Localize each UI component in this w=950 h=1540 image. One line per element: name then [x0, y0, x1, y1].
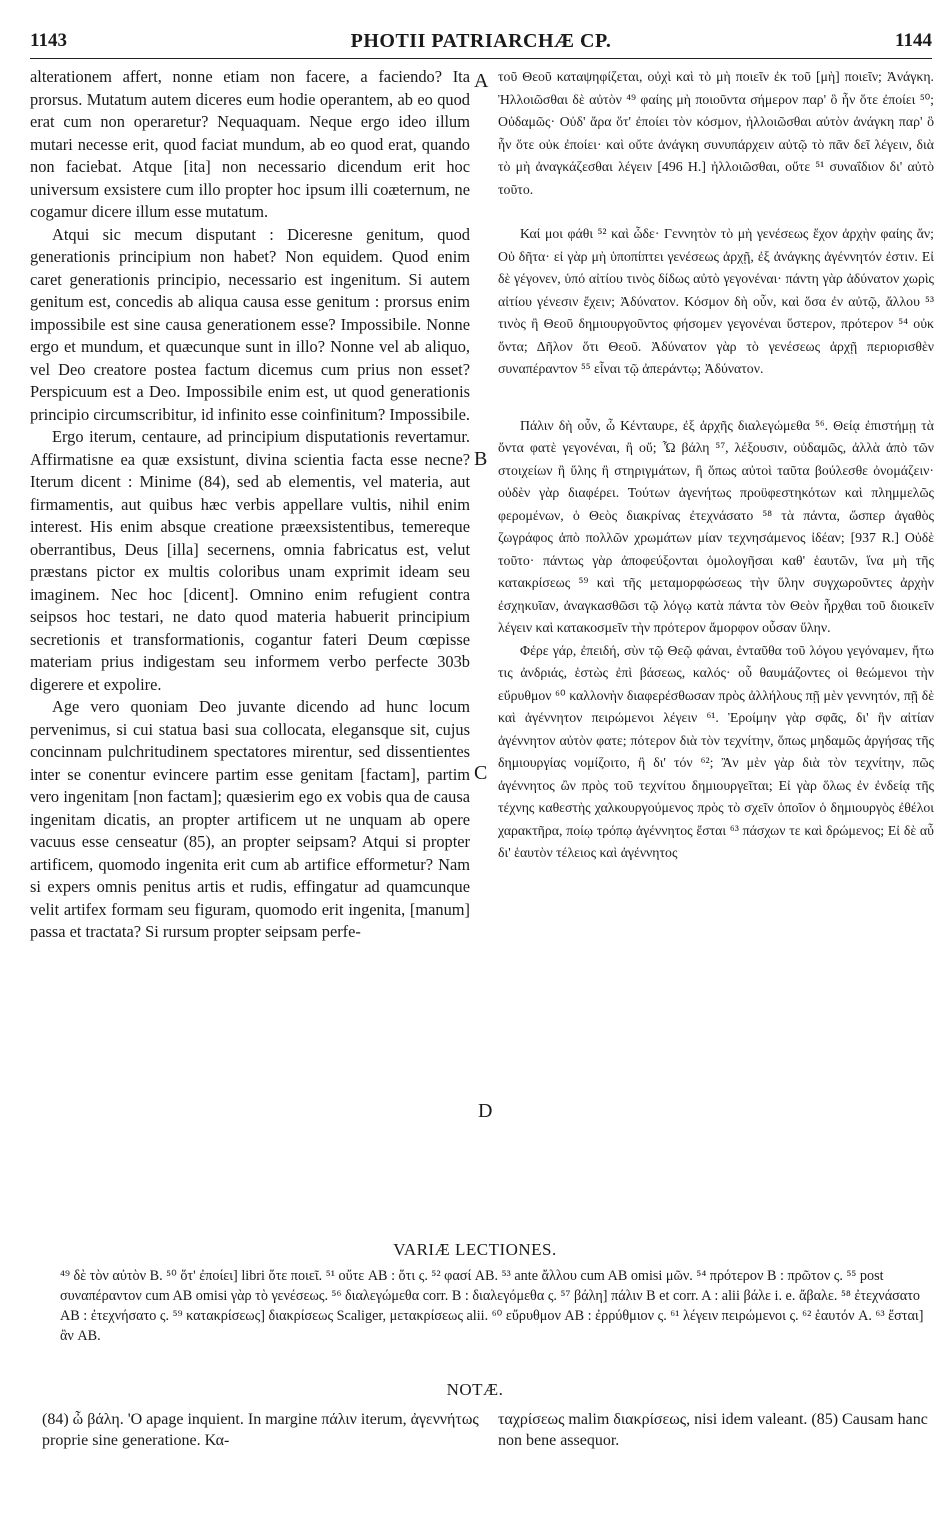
section-marker-c: C — [474, 762, 488, 784]
note-right: ταχρίσεως malim διακρίσεως, nisi idem valeant. (85) Causam hanc non bene assequor. — [498, 1411, 928, 1449]
page-number-left: 1143 — [30, 30, 67, 51]
greek-paragraph-3: Πάλιν δὴ οὖν, ὦ Κένταυρε, ἐξ ἀρχῆς διαλεγώμεθα ⁵⁶. Θείᾳ ἐπιστήμῃ τὰ ὄντα φατὲ γεγονέναι, ἢ οὔ; Ὦ βάλη ⁵⁷, λέξουσιν, οὐδαμῶς, ἀλλὰ ἀπὸ τῶν στοιχείων ἢ ὕλης ἢ στηριγμάτων, ἢ ὅπως αὐτοὶ ταῦτα βούλεσθε ὀνομάζειν· οὐδὲν γὰρ διαφέρει. Τούτων ἀγενήτως προϋφεστηκότων καὶ πλημμελῶς φερομένων, ὁ Θεὸς διακρίνας ἐτεχνάσατο ⁵⁸ τὰ πάντα, ὥσπερ ἀγαθὸς ζωγράφος ἀπὸ πολλῶν χρωμάτων μίαν τεχνησάμενος ἰδέαν; [937 R.] Οὐδὲ τοῦτο· πάντως γὰρ ἀποφεύξονται ὁμολογῆσαι καθ' ἑαυτῶν, ἵνα μὴ τῆς κατακρίσεως ⁵⁹ καὶ τῆς μεταμορφώσεως τὴν ὕλην συγχωροῦντες ἀρχὴν ἐσχηκυῖαν, ἀναγκασθῶσι τῷ λόγῳ κατὰ πάντα τὸν Θεὸν ἦρχθαι τοῦ διοικεῖν λέγειν καὶ κατακοσμεῖν τὴν πρότερον ἄμορφον οὖσαν ὕλην. — [498, 417, 934, 635]
greek-paragraph-4: Φέρε γάρ, ἐπειδή, σὺν τῷ Θεῷ φάναι, ἐνταῦθα τοῦ λόγου γεγόναμεν, ἤτω τις ἀνδριάς, ἑστὼς ἐπὶ βάσεως, καλός· οὗ θαυμάζοντες οἱ θεώμενοι τὴν εὔρυθμον ⁶⁰ καλλονὴν διαφερέσθωσαν πρὸς ἀλλήλους πῇ μὲν γεννητόν, πῇ δὲ καὶ ἀγέννητον πειρώμενοι λέγειν ⁶¹. Ἐροίμην γὰρ σφᾶς, δι' ἣν αἰτίαν ἀγέννητον αὐτὸν φατε; πότερον διὰ τὸν τεχνίτην, ὅπως μηδαμῶς ἀργήσας τῆς δημιουργίας νομίζοιτο, ἢ δι' τόν ⁶²; Ἂν μὲν γὰρ διὰ τὸν τεχνίτην, πῶς ἀγέννητος ὢν πρὸς τοῦ τεχνίτου δημιουργεῖται; Εἰ γὰρ ὅλως ἐν ἐνδείᾳ τῆς τέχνης καθεστὴς χαλκουργούμενος πρὸς τὸ σχεῖν ὁποῖον ὁ δημιουργὸς ἐθέλοι χαρακτῆρα, ποίῳ τρόπῳ ἀγέννητος ἔσται ⁶³ πάσχων τε καὶ δρώμενος; Εἰ δὲ αὖ δι' ἑαυτὸν τέλειος καὶ ἀγέννητος — [498, 642, 934, 860]
page-title: PHOTII PATRIARCHÆ CP. — [350, 30, 612, 52]
page-number-right: 1144 — [895, 30, 932, 51]
running-header — [30, 30, 932, 56]
latin-paragraph-3: Ergo iterum, centaure, ad principium disputationis revertamur. Affirmatisne ea quæ exsistunt, divina scientia facta esse necne? Iterum dicent : Minime (84), sed ab elementis, vel materia, aut firmamentis, aut quibus hæc verbis appellare vultis, nihil enim interest. His enim absque creatione præexsistentibus, temereque oberrantibus, Deus [illa] secernens, omnia fabricatus est, velut præstans pictor ex multis coloribus unam exprimit ideam seu imaginem. Nec hoc [dicent]. Omnino enim refugient contra seipsos hoc testari, ne dato quod materia habuerit principium secretionis et transformationis, cogantur fateri Deum cœpisse materiam prius indigestam seu informem verbo perfecte 303b digerere et expolire. — [30, 427, 470, 694]
section-marker-a: A — [474, 70, 489, 92]
header-rule — [30, 58, 932, 59]
latin-paragraph-4: Age vero quoniam Deo juvante dicendo ad hunc locum pervenimus, si cui statua basi sua collocata, elegansque sit, cujus concinnam pulchritudinem spectatores mirentur, sed dissentientes inter se conentur evincere partim esse genitam [factam], partim vero ingenitam [non factam]; quæsierim ego ex vobis qua de causa ingenitam dicatis, an propter artificem ut ne unquam ab opere vacuus esse censeatur (85), an propter seipsam? Atqui si propter artificem, quomodo ingenita erit cum ab artifice efformetur? Nam si expers omnis penitus artis et rudis, effingatur ad quamcunque velit artifex formam seu figuram, quomodo erit ingenita, [manum] passa et tractata? Si rursum propter seipsam perfe- — [30, 697, 470, 941]
section-marker-d: D — [478, 1100, 493, 1122]
greek-column — [498, 66, 934, 865]
latin-column — [30, 66, 470, 944]
greek-paragraph-2: Καί μοι φάθι ⁵² καὶ ὧδε· Γεννητὸν τὸ μὴ γενέσεως ἔχον ἀρχὴν φαίης ἄν; Οὐ δῆτα· εἰ γὰρ μὴ ὑποπίπτει γενέσεως ἀρχῇ, ἐξ ἀνάγκης ἀγέννητόν ἐστιν. Εἰ δὲ γέγονεν, ὑπό αἰτίου τινὸς δίδως αὐτὸ γεγονέναι· πάντη γὰρ ἀδύνατον χωρὶς αἰτίου γένεσιν ἔχειν; Ἀδύνατον. Κόσμον δὴ οὖν, καὶ ὅσα ἐν αὐτῷ, ἄλλου ⁵³ τινὸς ἢ Θεοῦ δημιουργοῦντος φήσομεν γεγονέναι ὕστερον, πρότερον ⁵⁴ οὐκ ὄντα; Δῆλον ὅτι Θεοῦ. Ἀδύνατον γὰρ τὸ γενέσεως ἀρχῇ περιορισθὲν συναπέραντον ⁵⁵ εἶναι τῷ ἀπεράντῳ; Ἀδύνατον. — [498, 226, 934, 376]
paragraph-gap — [498, 201, 934, 223]
greek-paragraph-1: τοῦ Θεοῦ καταψηφίζεται, οὐχὶ καὶ τὸ μὴ ποιεῖν ἐκ τοῦ [μὴ] ποιεῖν; Ἀνάγκη. Ἠλλοιῶσθαι δὲ αὐτὸν ⁴⁹ φαίης μὴ ποιοῦντα σήμερον παρ' ὃ ἦν ὅτε ἐποίει ⁵⁰; Οὐδαμῶς· Οὐδ' ἄρα ὅτ' ἐποίει τὸν κόσμον, ἠλλοιῶσθαι αὐτὸν ἀνάγκη παρ' ὃ ἦν ὅτε οὐκ ἐποίει· καὶ οὔτε ἀνάγκη συνυπάρχειν αὐτῷ τὸ πᾶν δεῖ λέγειν, διὰ τὸ μὴ ἀναγκάζεσθαι λέγειν [496 H.] ἠλλοιῶσθαι, οὔτε ⁵¹ συναΐδιον δι' αὐτὸ τοῦτο. — [498, 69, 934, 197]
latin-paragraph-1: alterationem affert, nonne etiam non facere, a faciendo? Ita prorsus. Mutatum autem diceres eum hodie operantem, ab eo quod erat cum non operaretur? Nequaquam. Neque ergo ideo illum mutari necesse erit, quod faciat mundum, ab eo quod erat, quando non faciebat. Atque [ita] non necessario dicendum erit hoc universum exsistere cum illo propter hoc ipsum illi coæternum, ne cogamur dicere illum esse mutatum. — [30, 67, 470, 221]
section-marker-b: B — [474, 448, 488, 470]
paragraph-gap — [498, 381, 934, 415]
note-left: (84) ὦ βάλη. 'O apage inquient. In margine πάλιν iterum, ἀγεννήτως proprie sine generatione. Κα- — [42, 1411, 479, 1449]
variae-lectiones-text: ⁴⁹ δὲ τὸν αὐτὸν B. ⁵⁰ ὅτ' ἐποίει] libri ὅτε ποιεῖ. ⁵¹ οὔτε AB : ὅτι ς. ⁵² φασί AB. ⁵³ ante ἄλλου cum AB omisi μῶν. ⁵⁴ πρότερον B : πρῶτον ς. ⁵⁵ post συναπέραντον cum AB omisi γὰρ τὸ γενέσεως. ⁵⁶ διαλεγώμεθα corr. B : διαλεγόμεθα ς. ⁵⁷ βάλη] πάλιν B et corr. A : alii βάλε i. e. ἄβαλε. ⁵⁸ ἐτεχνάσατο AB : ἐτεχνήσατο ς. ⁵⁹ κατακρίσεως] διακρίσεως Scaliger, μετακρίσεως alii. ⁶⁰ εὔρυθμον AB : ἐρρύθμιον ς. ⁶¹ λέγειν πειρώμενοι ς. ⁶² ἑαυτόν A. ⁶³ ἔσται] ἂν AB. — [60, 1268, 924, 1344]
latin-paragraph-2: Atqui sic mecum disputant : Diceresne genitum, quod generationis principium non habet? Non equidem. Quod enim caret generationis principio, necessario est ingenitum. Si autem genitum est, concedis ab aliqua causa esse genitum : prorsus enim impossibile est sine causa generationem esse? Impossibile. Nonne ergo et mundum, et quæcunque sunt in illo? Nonne vel ab aliquo, vel Deo creatore postea factum dicemus cum prius non esset? Perspicuum est a Deo. Impossibile enim est, ut quod generationis principio circumscribitur, id infinito esse coinfinitum? Impossibile. — [30, 224, 470, 424]
variae-lectiones-title: VARIÆ LECTIONES. — [393, 1240, 557, 1259]
notae-title: NOTÆ. — [446, 1380, 504, 1399]
